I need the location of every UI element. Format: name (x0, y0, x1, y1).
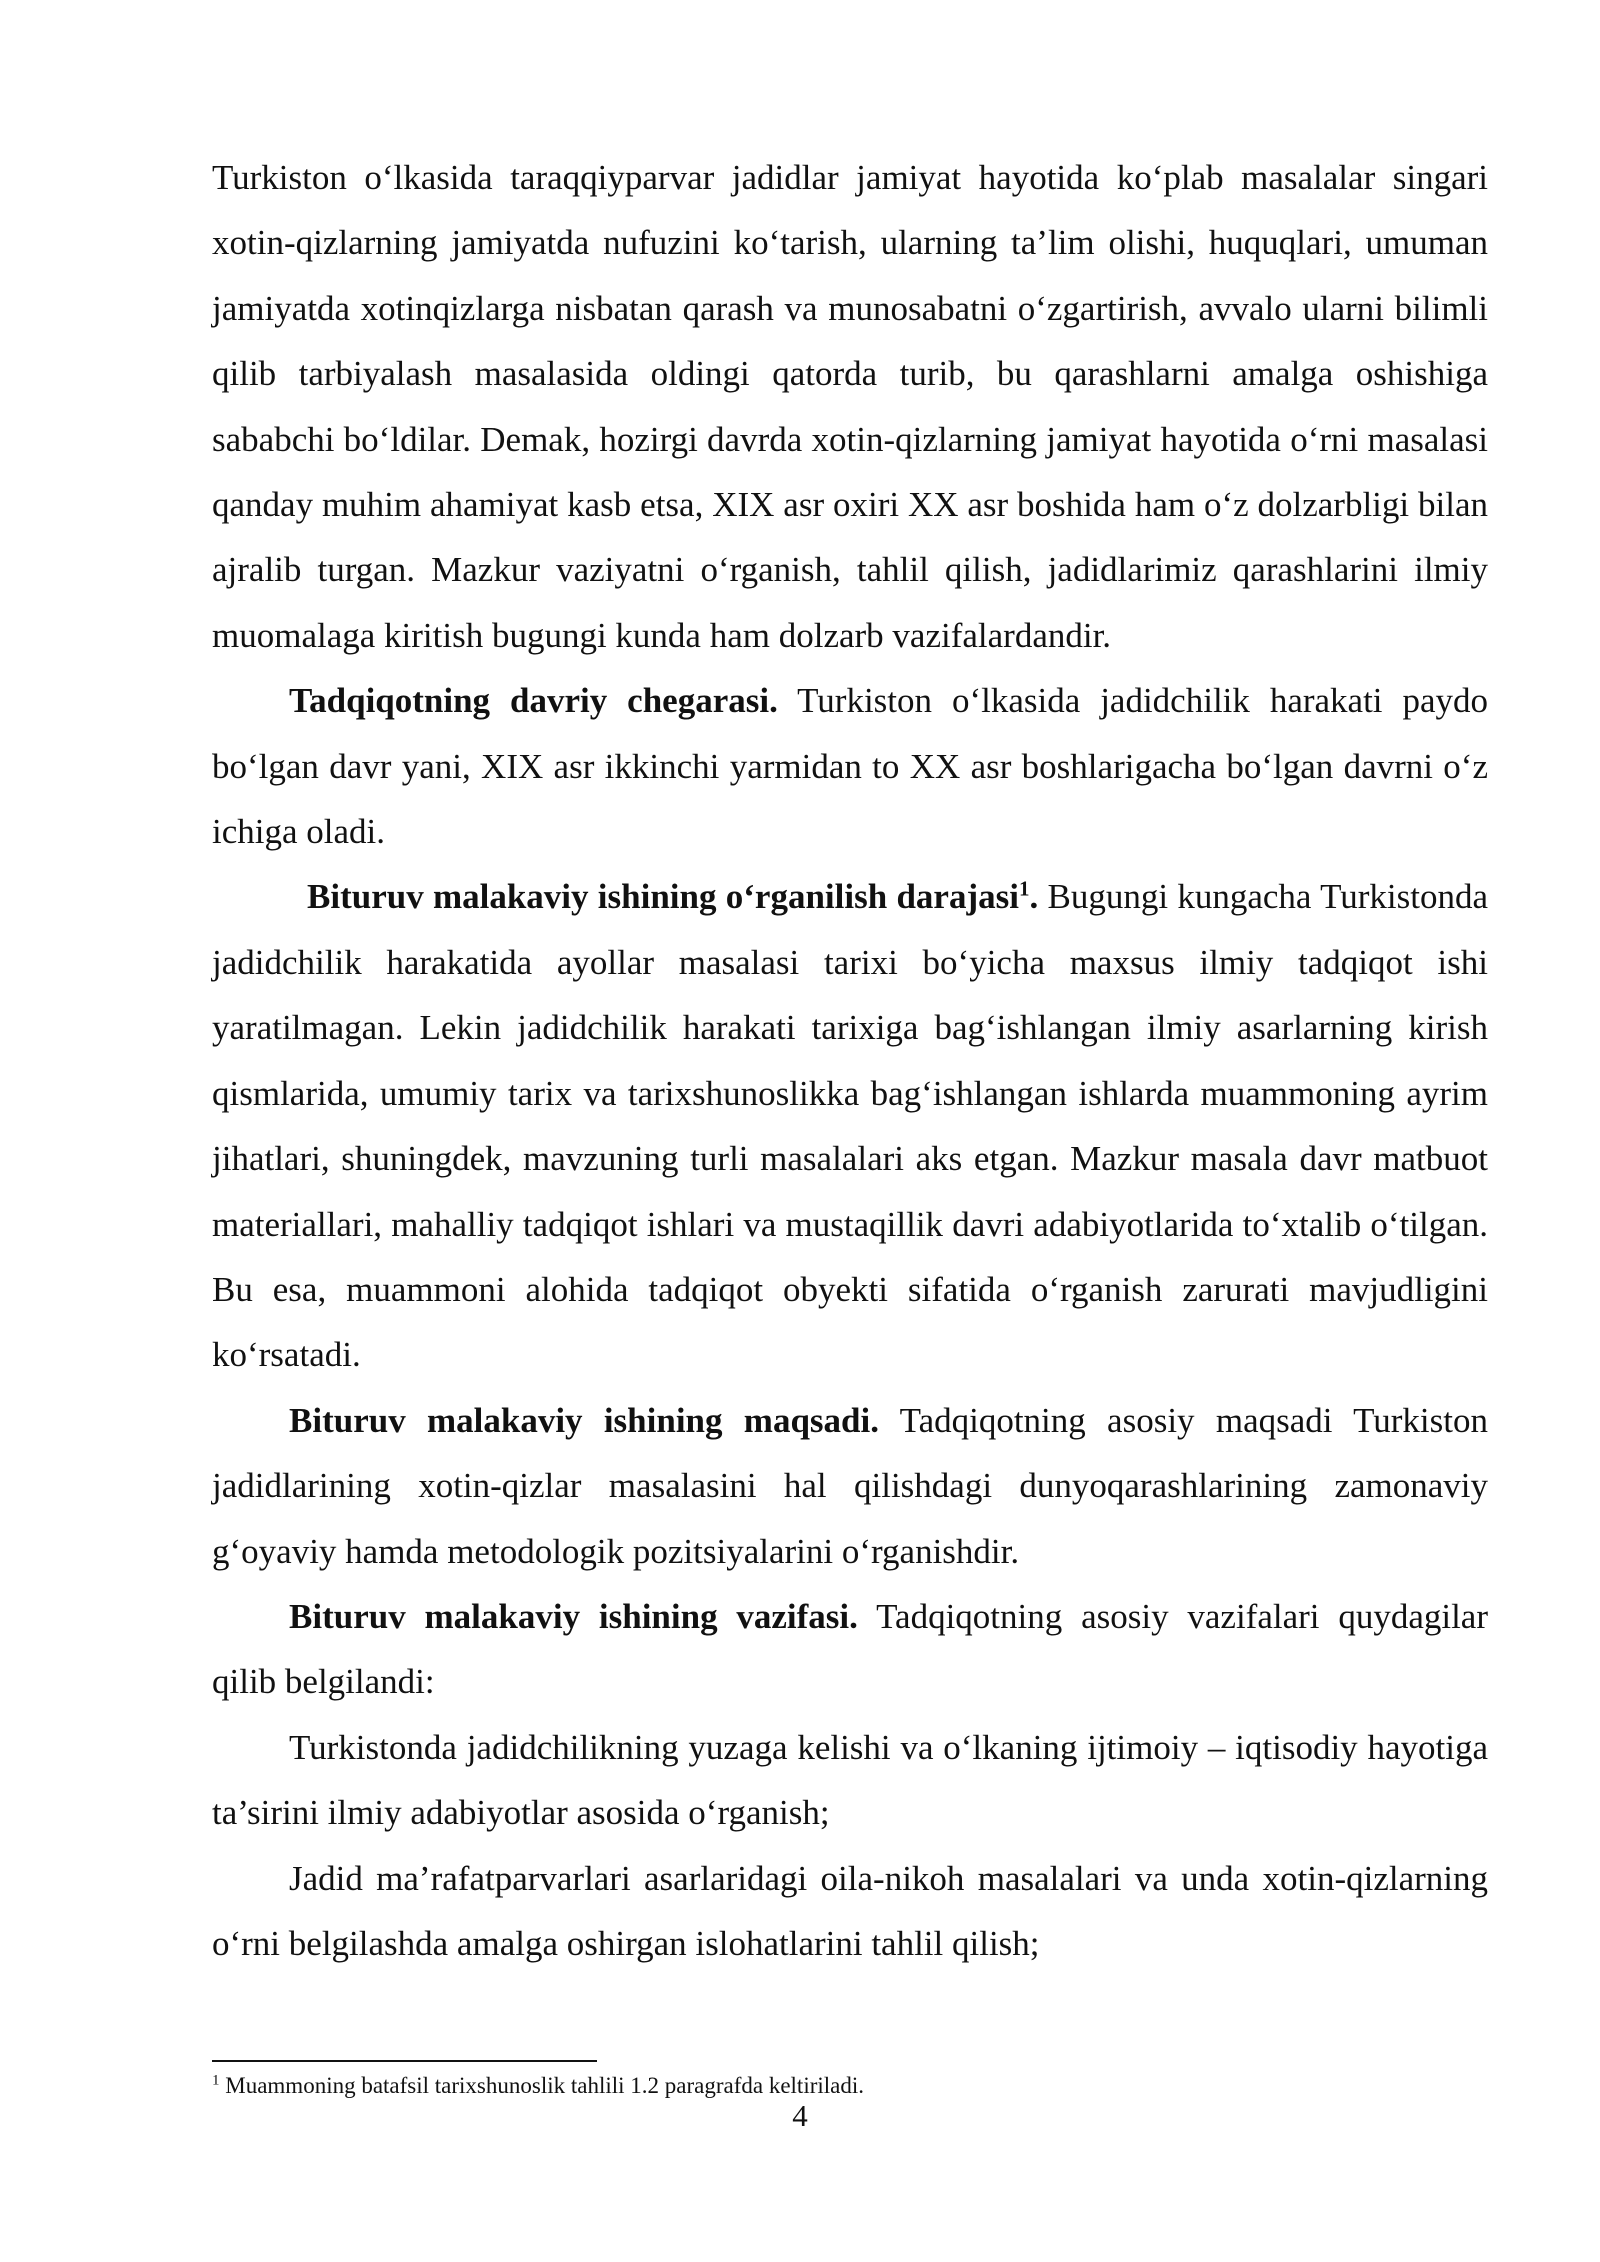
text-research-degree: Bugungi kungacha Turkistonda jadidchilik harakatida ayollar masalasi tarixi bo‘yicha maxsus ilmiy tadqiqot ishi yaratilmagan. Lekin jadidchilik harakati tarixiga bag‘ishlangan ilmiy asarlarning kirish qismlarida, umumiy tarix va tarixshunoslikka bag‘ishlangan ishlarda muammoning ayrim jihatlari, shuningdek, mavzuning turli masalalari aks etgan. Mazkur masala davr matbuot materiallari, mahalliy tadqiqot ishlari va mustaqillik davri adabiyotlarida to‘xtalib o‘tilgan. Bu esa, muammoni alohida tadqiqot obyekti sifatida o‘rganish zarurati mavjudligini ko‘rsatadi. (212, 877, 1488, 1375)
text-goal: Tadqiqotning asosiy maqsadi Turkiston jadidlarining xotin-qizlar masalasini hal qilishdagi dunyoqarashlarining zamonaviy g‘oyaviy hamda metodologik pozitsiyalarini o‘rganishdir. (212, 1400, 1488, 1571)
page-body (212, 145, 1488, 1976)
heading-chronological-scope: Tadqiqotning davriy chegarasi. (289, 681, 778, 721)
text-chronological-scope: Turkiston o‘lkasida jadidchilik harakati paydo bo‘lgan davr yani, XIX asr ikkinchi yarmidan to XX asr boshlarigacha bo‘lgan davrni o‘z ichiga oladi. (212, 681, 1489, 852)
footnote-marker: 1 (212, 2072, 220, 2089)
heading-goal: Bituruv malakaviy ishining maqsadi. (289, 1400, 879, 1440)
paragraph-goal (212, 1388, 1488, 1584)
paragraph-task-2: Jadid ma’rafatparvarlari asarlaridagi oila-nikoh masalalari va unda xotin-qizlarning o‘rni belgilashda amalga oshirgan islohatlarini tahlil qilish; (212, 1858, 1488, 1963)
paragraph-chronological-scope (212, 668, 1488, 864)
heading-research-degree: Bituruv malakaviy ishining o‘rganilish darajasi (307, 877, 1019, 917)
paragraph-tasks (212, 1584, 1488, 1715)
heading-research-degree-end: . (1029, 877, 1039, 917)
footnote-text: Muammoning batafsil tarixshunoslik tahlili 1.2 paragrafda keltiriladi. (219, 2073, 864, 2098)
paragraph-research-degree (212, 864, 1488, 1387)
footnote-reference[interactable]: 1 (1018, 876, 1030, 901)
footnote-separator (212, 2060, 597, 2062)
footnote (212, 2071, 1488, 2101)
paragraph-task-1: Turkistonda jadidchilikning yuzaga kelishi va o‘lkaning ijtimoiy – iqtisodiy hayotiga ta’sirini ilmiy adabiyotlar asosida o‘rganish; (212, 1727, 1488, 1833)
page-number: 4 (792, 2098, 808, 2133)
heading-tasks: Bituruv malakaviy ishining vazifasi. (289, 1596, 858, 1636)
paragraph-intro: Turkiston o‘lkasida taraqqiyparvar jadidlar jamiyat hayotida ko‘plab masalalar singari xotin-qizlarning jamiyatda nufuzini ko‘tarish, ularning ta’lim olishi, huquqlari, umuman jamiyatda xotinqizlarga nisbatan qarash va munosabatni o‘zgartirish, avvalo ularni bilimli qilib tarbiyalash masalasida oldingi qatorda turib, bu qarashlarni amalga oshishiga sababchi bo‘ldilar. Demak, hozirgi davrda xotin-qizlarning jamiyat hayotida o‘rni masalasi qanday muhim ahamiyat kasb etsa, XIX asr oxiri XX asr boshida ham o‘z dolzarbligi bilan ajralib turgan. Mazkur vaziyatni o‘rganish, tahlil qilish, jadidlarimiz qarashlarini ilmiy muomalaga kiritish bugungi kunda ham dolzarb vazifalardandir. (212, 158, 1488, 655)
text-tasks: Tadqiqotning asosiy vazifalari quydagilar qilib belgilandi: (212, 1596, 1488, 1702)
